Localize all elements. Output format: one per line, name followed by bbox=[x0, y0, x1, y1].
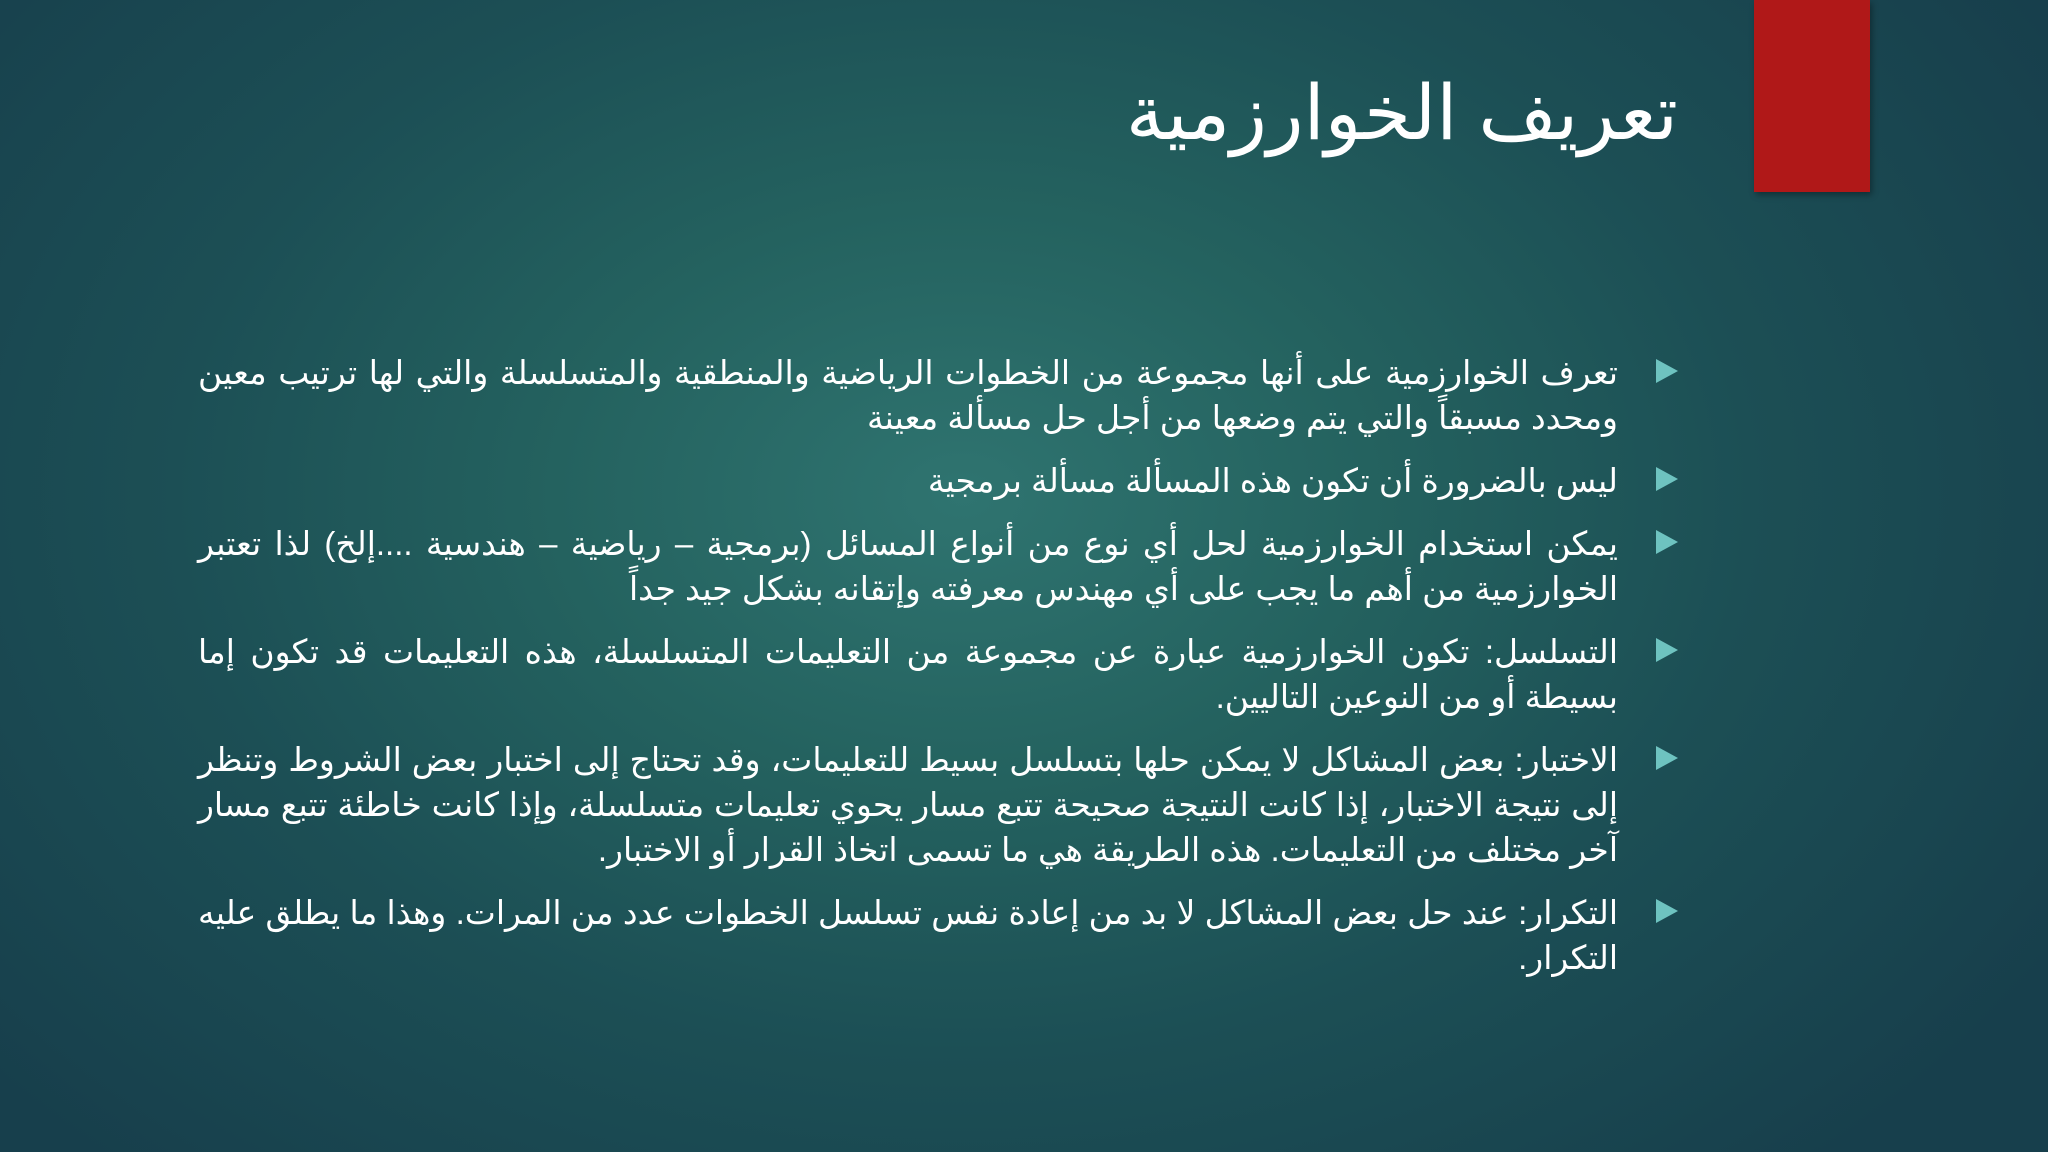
bullet-text: يمكن استخدام الخوارزمية لحل أي نوع من أنواع المسائل (برمجية – رياضية – هندسية ....إلخ) لذا تعتبر الخوارزمية من أهم ما يجب على أي مهندس معرفته وإتقانه بشكل جيد جداً bbox=[198, 525, 1618, 607]
bullet-text: التسلسل: تكون الخوارزمية عبارة عن مجموعة من التعليمات المتسلسلة، هذه التعليمات قد تكون إما بسيطة أو من النوعين التاليين. bbox=[198, 633, 1618, 715]
triangle-right-icon bbox=[1656, 638, 1678, 662]
bullet-text: الاختبار: بعض المشاكل لا يمكن حلها بتسلسل بسيط للتعليمات، وقد تحتاج إلى اختبار بعض الشروط وتنظر إلى نتيجة الاختبار، إذا كانت النتيجة صحيحة تتبع مسار يحوي تعليمات متسلسلة، وإذا كانت خاطئة تتبع مسار آخر مختلف من التعليمات. هذه الطريقة هي ما تسمى اتخاذ القرار أو الاختبار. bbox=[198, 741, 1618, 868]
bullet-list bbox=[198, 350, 1618, 998]
bullet-item bbox=[198, 458, 1618, 503]
bullet-item bbox=[198, 521, 1618, 611]
slide-title: تعريف الخوارزمية bbox=[1125, 71, 1678, 156]
triangle-right-icon bbox=[1656, 899, 1678, 923]
bullet-text: تعرف الخوارزمية على أنها مجموعة من الخطوات الرياضية والمنطقية والمتسلسلة والتي لها ترتيب معين ومحدد مسبقاً والتي يتم وضعها من أجل حل مسألة معينة bbox=[198, 354, 1618, 436]
bullet-item bbox=[198, 737, 1618, 872]
triangle-right-icon bbox=[1656, 359, 1678, 383]
bullet-item bbox=[198, 629, 1618, 719]
bullet-text: التكرار: عند حل بعض المشاكل لا بد من إعادة نفس تسلسل الخطوات عدد من المرات. وهذا ما يطلق عليه التكرار. bbox=[198, 894, 1618, 976]
bullet-item bbox=[198, 890, 1618, 980]
triangle-right-icon bbox=[1656, 530, 1678, 554]
triangle-right-icon bbox=[1656, 746, 1678, 770]
accent-bar bbox=[1754, 0, 1870, 192]
bullet-item bbox=[198, 350, 1618, 440]
triangle-right-icon bbox=[1656, 467, 1678, 491]
bullet-text: ليس بالضرورة أن تكون هذه المسألة مسألة برمجية bbox=[927, 462, 1618, 499]
